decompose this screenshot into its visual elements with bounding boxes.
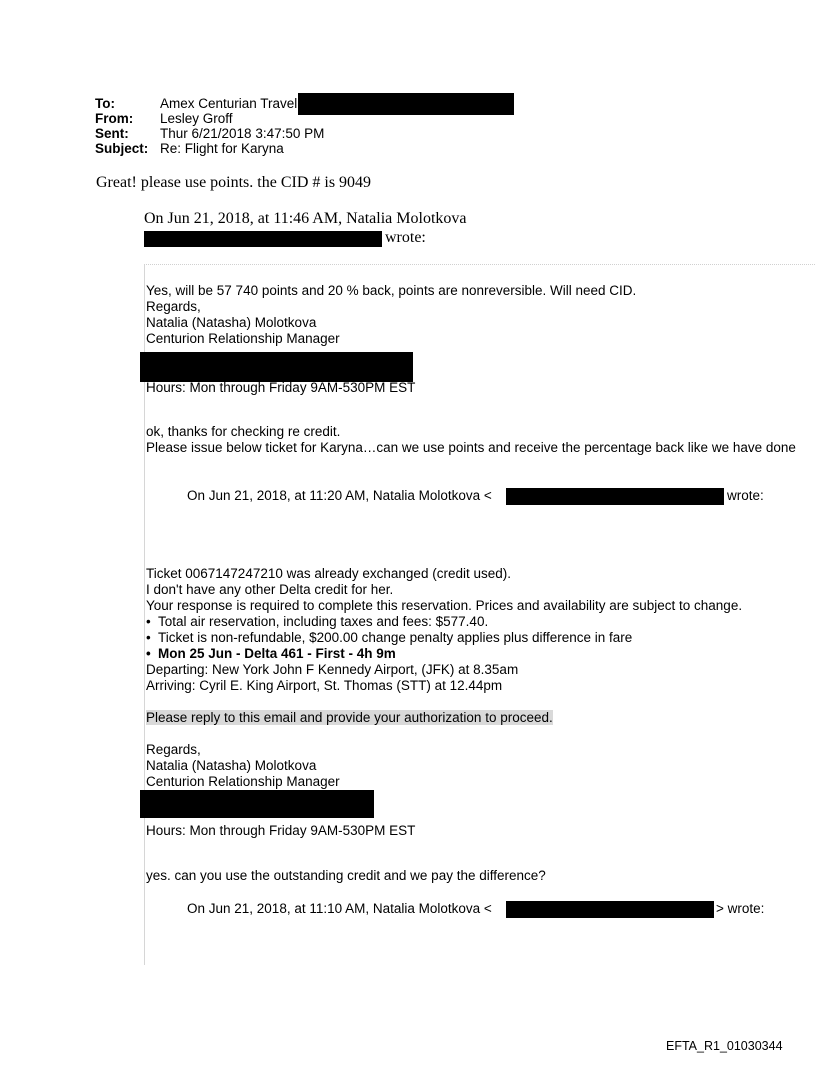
message-line: Yes, will be 57 740 points and 20 % back, points are nonreversible. Will need CID. (146, 283, 637, 298)
bullet-icon: • (146, 630, 151, 645)
sent-label: Sent: (95, 126, 129, 141)
message-line: Regards, (146, 742, 201, 757)
from-value: Lesley Groff (160, 111, 233, 126)
bullet-icon: • (146, 646, 151, 661)
redaction-box (506, 488, 724, 505)
list-item (146, 646, 396, 662)
quote-wrote-2: wrote: (727, 488, 764, 503)
subject-label: Subject: (95, 141, 149, 156)
quote-intro-1: On Jun 21, 2018, at 11:46 AM, Natalia Molotkova (144, 210, 467, 227)
list-item (146, 630, 632, 646)
message-line: yes. can you use the outstanding credit and we pay the difference? (146, 868, 546, 883)
bullet-icon: • (146, 614, 151, 629)
list-item-text: Total air reservation, including taxes and fees: $577.40. (158, 614, 489, 629)
quote-intro-3: On Jun 21, 2018, at 11:10 AM, Natalia Molotkova < (187, 901, 492, 916)
message-line: Ticket 0067147247210 was already exchanged (credit used). (146, 566, 511, 581)
reply-body: Great! please use points. the CID # is 9049 (96, 174, 372, 191)
redaction-box (298, 93, 514, 115)
redaction-box (506, 901, 714, 918)
quote-wrote-3: > wrote: (716, 901, 765, 916)
subject-value: Re: Flight for Karyna (160, 141, 284, 156)
arriving-line: Arriving: Cyril E. King Airport, St. Thomas (STT) at 12.44pm (146, 678, 503, 693)
message-line: Natalia (Natasha) Molotkova (146, 758, 317, 773)
sent-value: Thur 6/21/2018 3:47:50 PM (160, 126, 325, 141)
quote-wrote-1: wrote: (385, 229, 426, 246)
from-label: From: (95, 111, 134, 126)
message-line: I don't have any other Delta credit for her. (146, 582, 394, 597)
message-line: Your response is required to complete this reservation. Prices and availability are subject to change. (146, 598, 743, 613)
message-line: Natalia (Natasha) Molotkova (146, 315, 317, 330)
departing-line: Departing: New York John F Kennedy Airport, (JFK) at 8.35am (146, 662, 519, 677)
list-item-text: Mon 25 Jun - Delta 461 - First - 4h 9m (158, 646, 396, 661)
redaction-box (144, 231, 382, 247)
message-line: ok, thanks for checking re credit. (146, 424, 341, 439)
authorization-line (146, 710, 553, 726)
message-line: Centurion Relationship Manager (146, 774, 340, 789)
authorization-text: Please reply to this email and provide your authorization to proceed. (146, 710, 553, 725)
message-line: Centurion Relationship Manager (146, 331, 340, 346)
redaction-box (140, 790, 374, 818)
message-line: Regards, (146, 299, 201, 314)
document-id: EFTA_R1_01030344 (666, 1039, 783, 1053)
to-value: Amex Centurian Travel (160, 96, 298, 111)
hours-line: Hours: Mon through Friday 9AM-530PM EST (146, 380, 416, 395)
quote-intro-2: On Jun 21, 2018, at 11:20 AM, Natalia Molotkova < (187, 488, 492, 503)
message-line: Please issue below ticket for Karyna…can we use points and receive the percentage back like we have done (146, 440, 796, 455)
list-item-text: Ticket is non-refundable, $200.00 change penalty applies plus difference in fare (158, 630, 633, 645)
to-label: To: (95, 96, 115, 111)
list-item (146, 614, 488, 630)
redaction-box (140, 352, 413, 382)
hours-line: Hours: Mon through Friday 9AM-530PM EST (146, 823, 416, 838)
